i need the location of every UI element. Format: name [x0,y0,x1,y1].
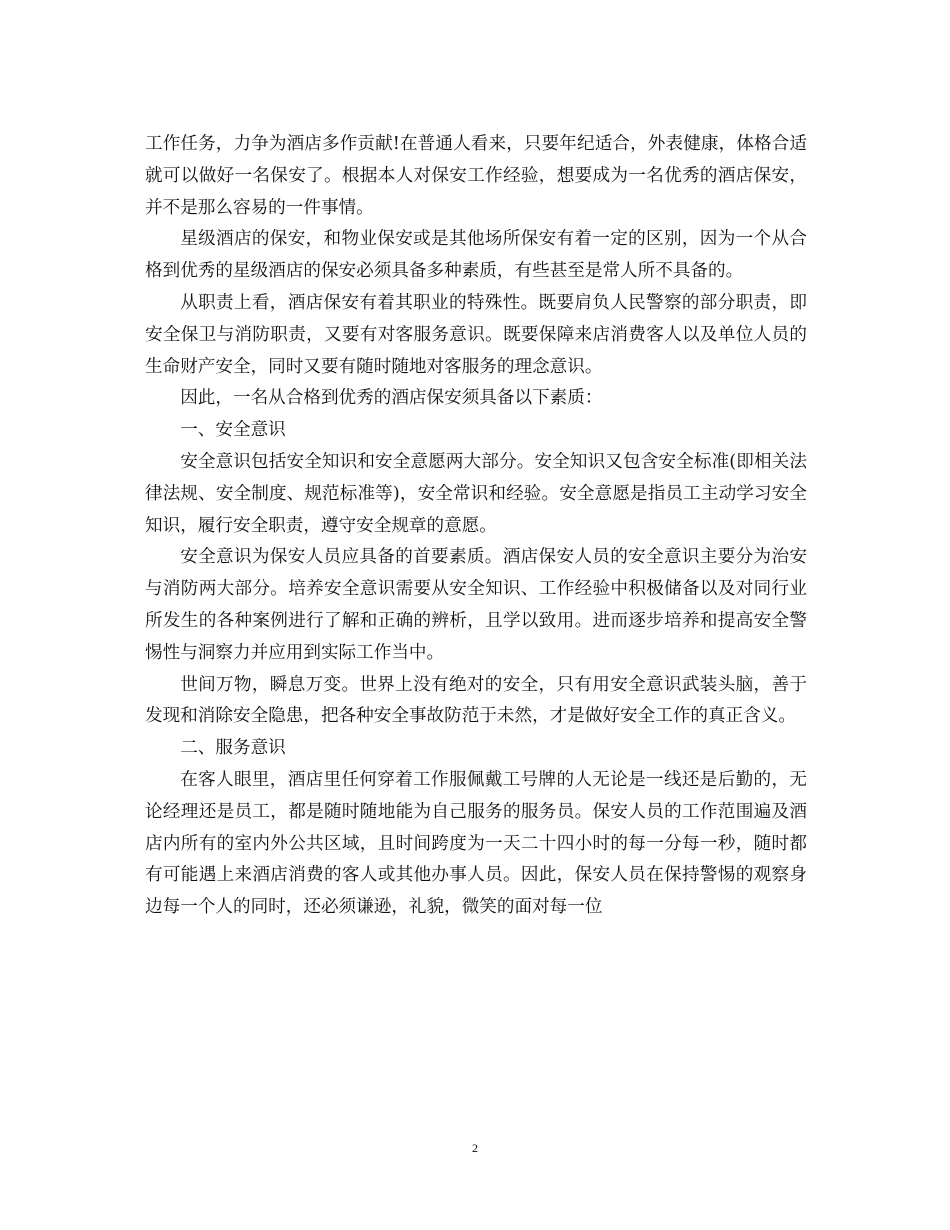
page-number: 2 [472,1141,478,1155]
paragraph-no-absolute-safety: 世间万物，瞬息万变。世界上没有绝对的安全，只有用安全意识武装头脑，善于发现和消除安全隐患，把各种安全事故防范于未然，才是做好安全工作的真正含义。 [145,674,807,727]
paragraph-safety-definition: 安全意识包括安全知识和安全意愿两大部分。安全知识又包含安全标准(即相关法律法规、安全制度、规范标准等)，安全常识和经验。安全意愿是指员工主动学习安全知识，履行安全职责，遵守安全规章的意愿。 [145,451,807,536]
paragraph-qualities-intro: 因此，一名从合格到优秀的酒店保安须具备以下素质： [180,388,603,409]
paragraph-continuation: 工作任务，力争为酒店多作贡献!在普通人看来，只要年纪适合，外表健康，体格合适就可以做好一名保安了。根据本人对保安工作经验，想要成为一名优秀的酒店保安，并不是那么容易的一件事情。 [145,134,807,218]
paragraph-safety-primary-quality: 安全意识为保安人员应具备的首要素质。酒店保安人员的安全意识主要分为治安与消防两大部分。培养安全意识需要从安全知识、工作经验中积极储备以及对同行业所发生的各种案例进行了解和正确的辨析，且学以致用。进而逐步培养和提高安全警惕性与洞察力并应用到实际工作当中。 [145,547,807,663]
paragraph-service-in-guest-eyes: 在客人眼里，酒店里任何穿着工作服佩戴工号牌的人无论是一线还是后勤的，无论经理还是员工，都是随时随地能为自己服务的服务员。保安人员的工作范围遍及酒店内所有的室内外公共区域，且时间跨度为一天二十四小时的每一分每一秒，随时都有可能遇上来酒店消费的客人或其他办事人员。因此，保安人员在保持警惕的观察身边每一个人的同时，还必须谦逊，礼貌，微笑的面对每一位 [145,769,807,918]
section-heading-safety-awareness: 一、安全意识 [180,420,286,441]
section-heading-service-awareness: 二、服务意识 [180,738,286,759]
paragraph-duties: 从职责上看，酒店保安有着其职业的特殊性。既要肩负人民警察的部分职责，即安全保卫与消防职责，又要有对客服务意识。既要保障来店消费客人以及单位人员的生命财产安全，同时又要有随时随地对客服务的理念意识。 [145,292,807,377]
document-body [145,129,807,924]
paragraph-hotel-security-difference: 星级酒店的保安，和物业保安或是其他场所保安有着一定的区别，因为一个从合格到优秀的星级酒店的保安必须具备多种素质，有些甚至是常人所不具备的。 [145,229,807,282]
